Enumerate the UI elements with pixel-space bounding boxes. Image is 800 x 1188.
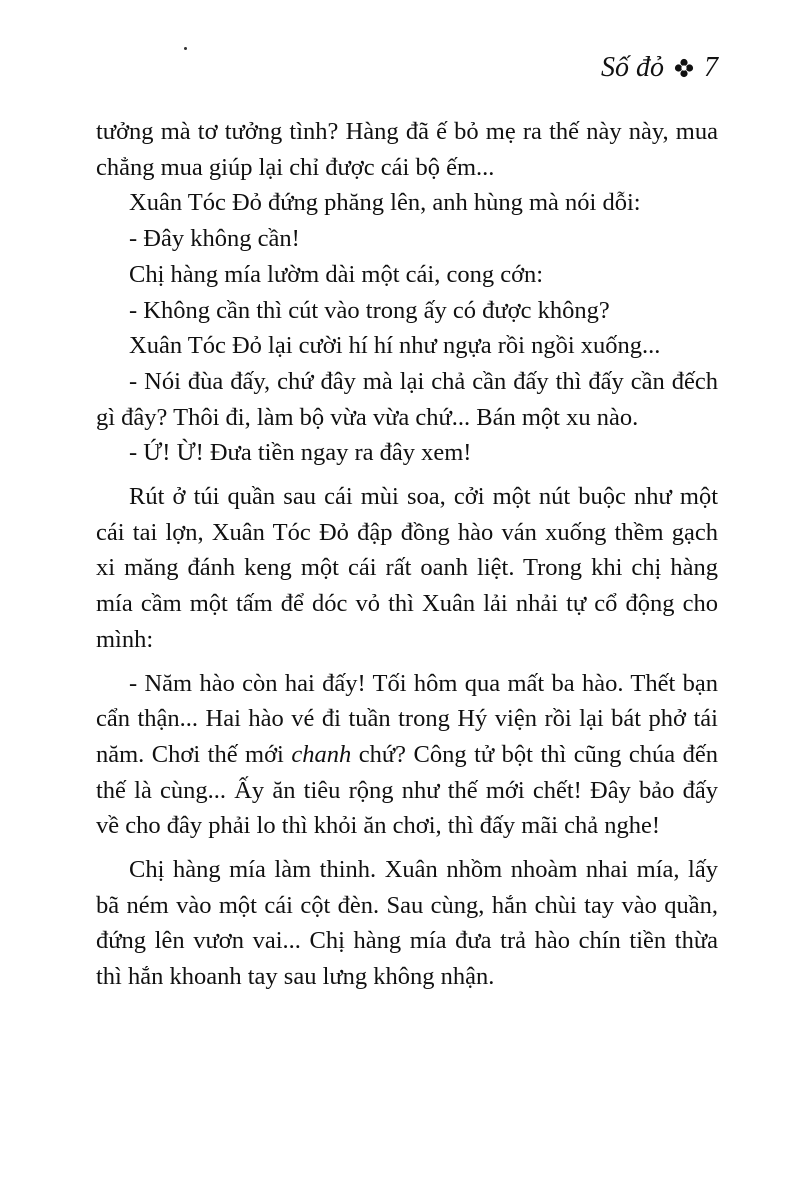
- print-speck: [184, 47, 187, 50]
- paragraph: Xuân Tóc Đỏ lại cười hí hí như ngựa rồi ngồi xuống...: [129, 332, 661, 360]
- paragraph: Xuân Tóc Đỏ đứng phăng lên, anh hùng mà nói dỗi:: [129, 189, 641, 217]
- running-header: [601, 52, 718, 84]
- paragraph: - Không cần thì cút vào trong ấy có được không?: [129, 296, 610, 324]
- paragraph-text: - Năm hào còn hai đấy! Tối hôm qua mất ba hào. Thết bạn cẩn thận... Hai hào vé đi tuần trong Hý viện rồi lại bát phở tái năm. Chơi thế mới: [96, 669, 718, 768]
- paragraph: Chị hàng mía lườm dài một cái, cong cớn:: [129, 260, 544, 288]
- body-text: [96, 114, 718, 995]
- paragraph: - Đây không cần!: [129, 225, 300, 253]
- flower-ornament-icon: [674, 58, 694, 78]
- running-title: Số đỏ: [601, 52, 664, 83]
- paragraph: Chị hàng mía làm thinh. Xuân nhồm nhoàm nhai mía, lấy bã ném vào một cái cột đèn. Sau cùng, hắn chùi tay vào quần, đứng lên vươn vai... Chị hàng mía đưa trả hào chín tiền thừa thì hắn khoanh tay sau lưng không nhận.: [96, 856, 718, 991]
- paragraph: tưởng mà tơ tưởng tình? Hàng đã ế bỏ mẹ ra thế này này, mua chẳng mua giúp lại chỉ được cái bộ ếm...: [96, 118, 718, 181]
- paragraph-text: chứ? Công tử bột thì cũng chúa đến thế là cùng... Ấy ăn tiêu rộng như thế mới chết! Đây bảo đấy về cho đây phải lo thì khỏi ăn chơi, thì đấy mãi chả nghe!: [96, 740, 719, 840]
- paragraph: Rút ở túi quần sau cái mùi soa, cởi một nút buộc như một cái tai lợn, Xuân Tóc Đỏ đập đồng hào ván xuống thềm gạch xi măng đánh keng một cái rất oanh liệt. Trong khi chị hàng mía cầm một tấm để dóc vỏ thì Xuân lải nhải tự cổ động cho mình:: [96, 483, 718, 653]
- paragraph: [96, 666, 718, 845]
- paragraph: - Nói đùa đấy, chứ đây mà lại chả cần đấy thì đấy cần đếch gì đây? Thôi đi, làm bộ vừa vừa chứ... Bán một xu nào.: [96, 367, 718, 431]
- italic-word: chanh: [291, 740, 352, 768]
- page-number: 7: [704, 52, 718, 83]
- paragraph: - Ứ! Ừ! Đưa tiền ngay ra đây xem!: [129, 439, 472, 467]
